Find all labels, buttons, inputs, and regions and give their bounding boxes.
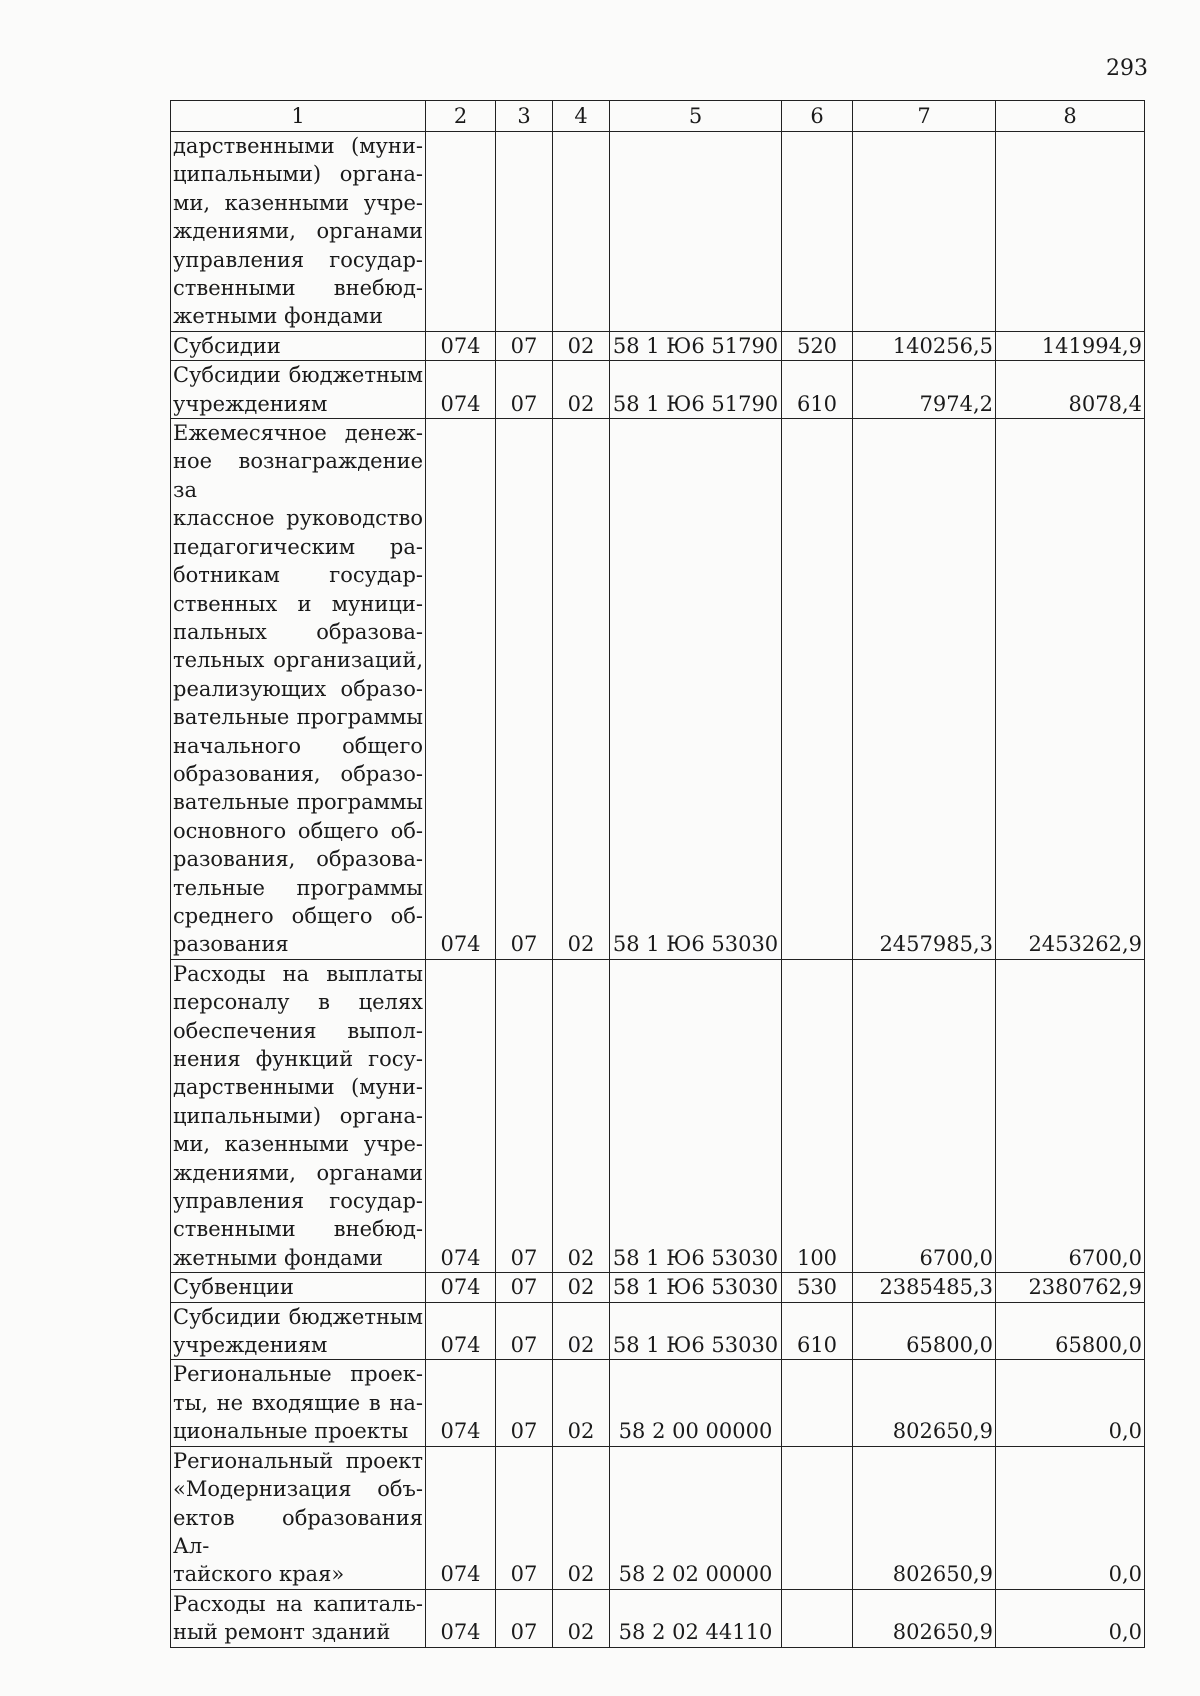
item-name-line: Расходы на выплаты xyxy=(173,961,423,986)
ved-cell: 074 xyxy=(426,1302,496,1360)
expense-type-cell xyxy=(782,1446,853,1589)
ved-cell: 074 xyxy=(426,1360,496,1446)
item-name-line: педагогическим ра- xyxy=(173,534,423,559)
column-header: 3 xyxy=(496,101,553,132)
amount-year2-cell: 0,0 xyxy=(996,1360,1145,1446)
item-name-line: жетными фондами xyxy=(173,1245,383,1270)
item-name-cell xyxy=(171,361,426,419)
item-name-line: дарственными (муни- xyxy=(173,134,423,158)
subsection-cell: 02 xyxy=(553,331,610,360)
amount-year1-cell: 140256,5 xyxy=(853,331,996,360)
table-row xyxy=(171,132,1145,332)
item-name-line: Расходы на капиталь- xyxy=(173,1591,423,1616)
header-row xyxy=(171,101,1145,132)
item-name-cell xyxy=(171,1273,426,1302)
item-name-line: циональные проекты xyxy=(173,1419,409,1444)
item-name-cell xyxy=(171,959,426,1272)
item-name-line: образования, образо- xyxy=(173,761,423,786)
subsection-cell: 02 xyxy=(553,959,610,1272)
target-article-cell: 58 2 02 00000 xyxy=(610,1446,782,1589)
section-cell: 07 xyxy=(496,361,553,419)
item-name-cell xyxy=(171,1302,426,1360)
item-name-line: ждениями, органами xyxy=(173,1160,423,1185)
item-name-line: ное вознаграждение за xyxy=(173,449,423,502)
column-header: 5 xyxy=(610,101,782,132)
expense-type-cell: 100 xyxy=(782,959,853,1272)
target-article-cell: 58 1 Ю6 51790 xyxy=(610,331,782,360)
item-name-cell xyxy=(171,419,426,960)
item-name-line: учреждениям xyxy=(173,1333,328,1358)
item-name-line: Региональный проект xyxy=(173,1448,423,1473)
target-article-cell: 58 2 02 44110 xyxy=(610,1589,782,1647)
budget-table xyxy=(170,100,1145,1648)
table-row xyxy=(171,1589,1145,1647)
item-name-line: Субсидии бюджетным xyxy=(173,1304,423,1329)
expense-type-cell xyxy=(782,132,853,332)
item-name-line: жетными фондами xyxy=(173,304,383,329)
item-name-line: управления государ- xyxy=(173,247,423,272)
item-name-line: Региональные проек- xyxy=(173,1362,423,1387)
target-article-cell: 58 1 Ю6 51790 xyxy=(610,361,782,419)
ved-cell: 074 xyxy=(426,361,496,419)
table-row xyxy=(171,959,1145,1272)
column-header: 2 xyxy=(426,101,496,132)
item-name-line: вательные программы xyxy=(173,790,423,815)
item-name-line: нения функций госу- xyxy=(173,1047,423,1071)
item-name-cell xyxy=(171,1589,426,1647)
item-name-line: вательные программы xyxy=(173,705,423,730)
expense-type-cell: 530 xyxy=(782,1273,853,1302)
subsection-cell: 02 xyxy=(553,1360,610,1446)
item-name-line: учреждениям xyxy=(173,391,328,416)
item-name-line: «Модернизация объ- xyxy=(173,1477,423,1502)
target-article-cell: 58 1 Ю6 53030 xyxy=(610,1273,782,1302)
ved-cell xyxy=(426,132,496,332)
table-row xyxy=(171,361,1145,419)
item-name-line: разования xyxy=(173,932,289,957)
expense-type-cell xyxy=(782,1360,853,1446)
item-name-cell xyxy=(171,331,426,360)
item-name-line: ботникам государ- xyxy=(173,563,423,588)
item-name-line: ственных и муници- xyxy=(173,591,423,616)
ved-cell: 074 xyxy=(426,419,496,960)
amount-year1-cell: 65800,0 xyxy=(853,1302,996,1360)
item-name-line: ты, не входящие в на- xyxy=(173,1390,423,1415)
amount-year1-cell: 2457985,3 xyxy=(853,419,996,960)
section-cell: 07 xyxy=(496,1446,553,1589)
amount-year2-cell: 8078,4 xyxy=(996,361,1145,419)
subsection-cell: 02 xyxy=(553,1302,610,1360)
amount-year2-cell: 2380762,9 xyxy=(996,1273,1145,1302)
item-name-line: Ежемесячное денеж- xyxy=(173,421,423,446)
section-cell: 07 xyxy=(496,1302,553,1360)
item-name-line: тельных организаций, xyxy=(173,648,423,673)
ved-cell: 074 xyxy=(426,1589,496,1647)
item-name-cell xyxy=(171,132,426,332)
item-name-line: тельные программы xyxy=(173,875,423,900)
amount-year1-cell: 7974,2 xyxy=(853,361,996,419)
column-header: 1 xyxy=(171,101,426,132)
target-article-cell: 58 1 Ю6 53030 xyxy=(610,419,782,960)
item-name-line: ципальными) органа- xyxy=(173,1103,423,1128)
amount-year2-cell: 141994,9 xyxy=(996,331,1145,360)
amount-year1-cell: 802650,9 xyxy=(853,1360,996,1446)
item-name-line: ственными внебюд- xyxy=(173,276,423,301)
item-name-line: разования, образова- xyxy=(173,847,423,872)
section-cell: 07 xyxy=(496,1589,553,1647)
table-row xyxy=(171,1446,1145,1589)
section-cell xyxy=(496,132,553,332)
column-header: 4 xyxy=(553,101,610,132)
amount-year1-cell xyxy=(853,132,996,332)
amount-year1-cell: 802650,9 xyxy=(853,1589,996,1647)
item-name-line: среднего общего об- xyxy=(173,903,423,928)
section-cell: 07 xyxy=(496,419,553,960)
item-name-line: Субвенции xyxy=(173,1275,294,1300)
item-name-line: персоналу в целях xyxy=(173,990,423,1015)
expense-type-cell xyxy=(782,419,853,960)
item-name-cell xyxy=(171,1446,426,1589)
table-row xyxy=(171,1360,1145,1446)
ved-cell: 074 xyxy=(426,331,496,360)
subsection-cell: 02 xyxy=(553,1589,610,1647)
item-name-line: ектов образования Ал- xyxy=(173,1505,423,1558)
column-header: 7 xyxy=(853,101,996,132)
amount-year2-cell xyxy=(996,132,1145,332)
item-name-cell xyxy=(171,1360,426,1446)
item-name-line: ственными внебюд- xyxy=(173,1217,423,1242)
item-name-line: управления государ- xyxy=(173,1189,423,1214)
item-name-line: тайского края» xyxy=(173,1562,345,1587)
table-row xyxy=(171,1302,1145,1360)
item-name-line: пальных образова- xyxy=(173,619,423,644)
subsection-cell: 02 xyxy=(553,1273,610,1302)
expense-type-cell: 610 xyxy=(782,361,853,419)
expense-type-cell: 520 xyxy=(782,331,853,360)
table-row xyxy=(171,1273,1145,1302)
subsection-cell: 02 xyxy=(553,1446,610,1589)
column-header: 8 xyxy=(996,101,1145,132)
target-article-cell: 58 1 Ю6 53030 xyxy=(610,1302,782,1360)
item-name-line: ми, казенными учре- xyxy=(173,190,423,215)
target-article-cell: 58 1 Ю6 53030 xyxy=(610,959,782,1272)
amount-year1-cell: 6700,0 xyxy=(853,959,996,1272)
ved-cell: 074 xyxy=(426,959,496,1272)
item-name-line: основного общего об- xyxy=(173,818,423,843)
table-row xyxy=(171,419,1145,960)
subsection-cell: 02 xyxy=(553,419,610,960)
amount-year2-cell: 0,0 xyxy=(996,1446,1145,1589)
amount-year2-cell: 0,0 xyxy=(996,1589,1145,1647)
item-name-line: классное руководство xyxy=(173,506,423,531)
item-name-line: ми, казенными учре- xyxy=(173,1132,423,1157)
amount-year2-cell: 65800,0 xyxy=(996,1302,1145,1360)
section-cell: 07 xyxy=(496,1360,553,1446)
subsection-cell xyxy=(553,132,610,332)
section-cell: 07 xyxy=(496,1273,553,1302)
expense-type-cell xyxy=(782,1589,853,1647)
target-article-cell xyxy=(610,132,782,332)
item-name-line: ждениями, органами xyxy=(173,219,423,244)
amount-year1-cell: 802650,9 xyxy=(853,1446,996,1589)
amount-year2-cell: 6700,0 xyxy=(996,959,1145,1272)
table-row xyxy=(171,331,1145,360)
subsection-cell: 02 xyxy=(553,361,610,419)
item-name-line: обеспечения выпол- xyxy=(173,1018,423,1043)
item-name-line: реализующих образо- xyxy=(173,676,423,701)
page-number: 293 xyxy=(1106,56,1148,81)
column-header: 6 xyxy=(782,101,853,132)
target-article-cell: 58 2 00 00000 xyxy=(610,1360,782,1446)
amount-year2-cell: 2453262,9 xyxy=(996,419,1145,960)
ved-cell: 074 xyxy=(426,1446,496,1589)
item-name-line: Субсидии xyxy=(173,333,281,358)
expense-type-cell: 610 xyxy=(782,1302,853,1360)
section-cell: 07 xyxy=(496,959,553,1272)
item-name-line: дарственными (муни- xyxy=(173,1075,423,1100)
amount-year1-cell: 2385485,3 xyxy=(853,1273,996,1302)
item-name-line: начального общего xyxy=(173,733,423,758)
ved-cell: 074 xyxy=(426,1273,496,1302)
item-name-line: ный ремонт зданий xyxy=(173,1620,391,1645)
section-cell: 07 xyxy=(496,331,553,360)
table-body xyxy=(171,132,1145,1648)
item-name-line: ципальными) органа- xyxy=(173,162,423,187)
item-name-line: Субсидии бюджетным xyxy=(173,363,423,388)
